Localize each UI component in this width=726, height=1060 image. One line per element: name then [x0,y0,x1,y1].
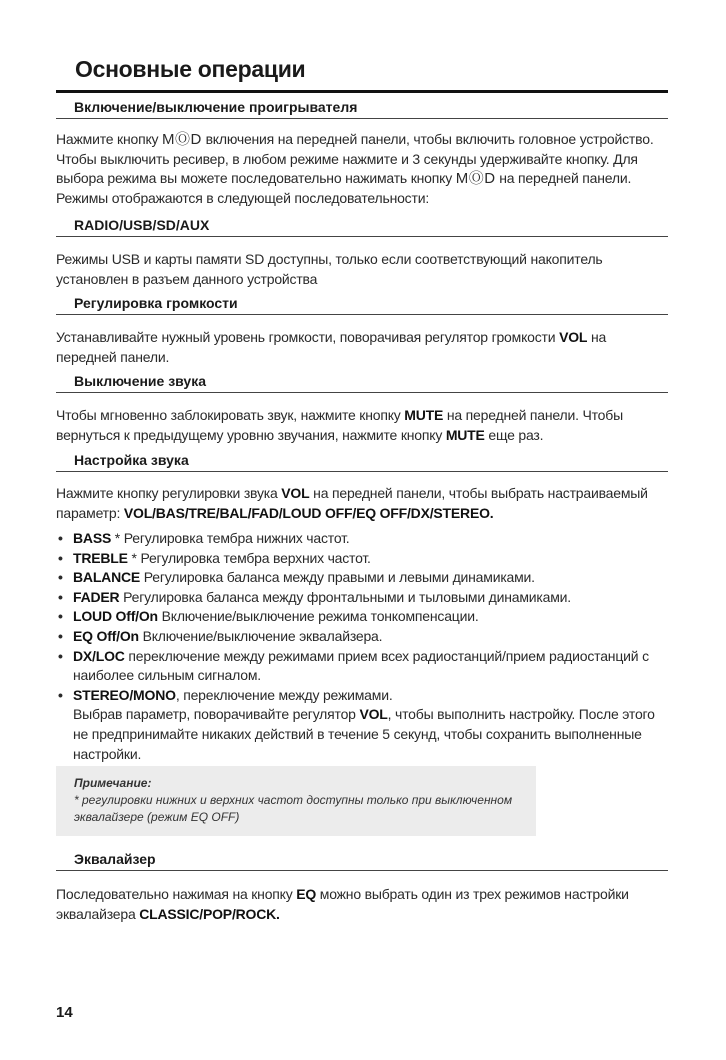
param-desc: * Регулировка тембра нижних частот. [111,530,350,546]
mute-bold-1: MUTE [404,407,444,423]
note-text: * регулировки нижних и верхних частот доступны только при выключенном эквалайзере (режим EQ OFF) [74,793,513,824]
title-rule [56,90,668,93]
power-text-3: на передней панели. Режимы отображаются в следующей последовательности: [56,170,632,206]
note-box [56,766,536,836]
page-title: Основные операции [75,56,306,82]
param-desc: , переключение между режимами. [175,686,393,703]
param-desc: * Регулировка тембра верхних частот. [127,549,371,566]
section-heading-sound: Настройка звука [56,451,668,472]
sound-params: VOL/BAS/TRE/BAL/FAD/LOUD OFF/EQ OFF/DX/STEREO. [123,504,494,521]
param-desc: Включение/выключение эквалайзера. [138,627,383,644]
eq-paragraph [56,885,668,924]
power-text-2: включения на передней панели, чтобы включить головное устройство. Чтобы выключить ресивер, в любом режиме нажмите и 3 секунды удерживайте кнопку. Для выбора режима вы можете последовательно нажимать кнопку [56,131,654,187]
sound-parameters-list [56,529,668,764]
mod-button-label: MⓄD [162,131,202,148]
param-name: STEREO/MONO [73,686,176,703]
modes-paragraph: Режимы USB и карты памяти SD доступны, только если соответствующий накопитель установлен в разъем данного устройства [56,251,603,287]
param-desc: Регулировка баланса между фронтальными и тыловыми динамиками. [119,588,571,605]
eq-button: EQ [296,886,317,902]
param-desc: Регулировка баланса между правыми и левыми динамиками. [140,569,535,586]
param-name: FADER [73,588,120,605]
list-item: • TREBLE * Регулировка тембра верхних частот. [58,549,371,566]
param-name: TREBLE [73,549,128,566]
eq-modes: CLASSIC/POP/ROCK. [139,905,280,922]
mute-text-3: еще раз. [484,426,544,443]
param-name: DX/LOC [73,647,125,664]
sound-paragraph [56,484,668,523]
mod-button-label-2: MⓄD [455,170,496,188]
sound-text-2: на передней панели, чтобы выбрать настраиваемый параметр: [56,485,648,521]
volume-text-1: Устанавливайте нужный уровень громкости, поворачивая регулятор громкости [56,329,560,345]
sound-vol: VOL [281,485,310,501]
note-title: Примечание: [74,776,152,790]
list-item: • BALANCE Регулировка баланса между правыми и левыми динамиками. [58,569,535,586]
power-text-1: Нажмите кнопку [56,131,163,147]
param-name: LOUD Off/On [73,608,158,625]
list-item: • DX/LOC переключение между режимами прием всех радиостанций/прием радиостанций с наиболее сильным сигналом. [58,647,649,684]
param-name: BASS [73,530,112,546]
after-text-1: Выбрав параметр, поворачивайте регулятор [73,706,360,723]
volume-vol: VOL [559,329,588,345]
mute-text-1: Чтобы мгновенно заблокировать звук, нажмите кнопку [56,407,405,423]
section-heading-mute: Выключение звука [56,372,668,393]
param-desc: Включение/выключение режима тонкомпенсации. [157,608,479,625]
power-paragraph [56,130,668,208]
param-desc: переключение между режимами прием всех радиостанций/прием радиостанций с наиболее сильным сигналом. [73,647,649,684]
section-heading-eq: Эквалайзер [56,850,668,871]
section-heading-modes: RADIO/USB/SD/AUX [56,216,668,237]
list-item: • FADER Регулировка баланса между фронтальными и тыловыми динамиками. [58,588,571,605]
section-heading-power: Включение/выключение проигрывателя [56,98,668,119]
list-item: • LOUD Off/On Включение/выключение режима тонкомпенсации. [58,608,479,625]
volume-text-2: на передней панели. [56,329,607,365]
list-item: • EQ Off/On Включение/выключение эквалайзера. [58,627,383,644]
mute-text-2: на передней панели. Чтобы вернуться к предыдущему уровню звучания, нажмите кнопку [56,407,623,443]
sound-text-1: Нажмите кнопку регулировки звука [56,485,282,501]
volume-paragraph [56,328,668,367]
section-heading-volume: Регулировка громкости [56,294,668,315]
eq-text-2: можно выбрать один из трех режимов настройки эквалайзера [56,886,629,922]
after-text-2: , чтобы выполнить настройку. После этого не предпринимайте никаких действий в течение 5 секунд, чтобы сохранить выполненные настройки. [73,706,655,762]
mute-paragraph [56,406,668,445]
list-item: • STEREO/MONO, переключение между режимами. Выбрав параметр, поворачивайте регулятор VOL, чтобы выполнить настройку. После этого не предпринимайте никаких действий в течение 5 секунд, чтобы сохранить выполненные настройки. [58,686,655,762]
eq-text-1: Последовательно нажимая на кнопку [56,886,297,902]
param-name: BALANCE [73,569,141,586]
param-name: EQ Off/On [73,627,139,644]
page-number: 14 [56,1004,73,1021]
list-item: • BASS * Регулировка тембра нижних частот. [58,530,350,546]
after-vol: VOL [359,706,388,723]
mute-bold-2: MUTE [445,426,485,443]
